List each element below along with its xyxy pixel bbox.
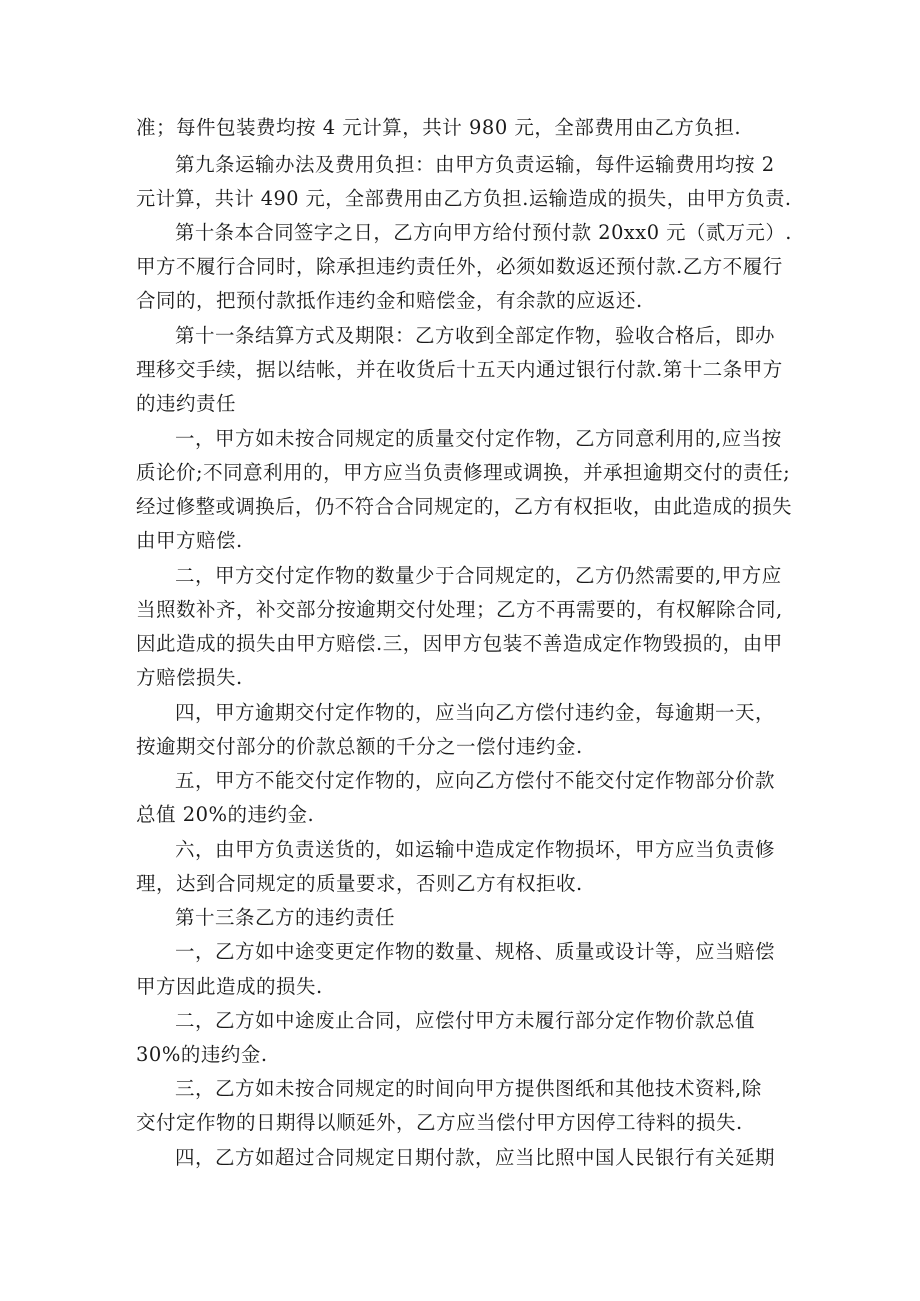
text-line: 经过修整或调换后，仍不符合合同规定的，乙方有权拒收，由此造成的损失 — [136, 495, 792, 518]
text-line: 质论价;不同意利用的，甲方应当负责修理或调换，并承担逾期交付的责任; — [136, 461, 791, 484]
text-line: 交付定作物的日期得以顺延外，乙方应当偿付甲方因停工待料的损失. — [136, 1111, 743, 1134]
text-line: 30%的违约金. — [136, 1043, 268, 1066]
text-line: 二，乙方如中途废止合同，应偿付甲方未履行部分定作物价款总值 — [175, 1009, 756, 1032]
text-line: 理，达到合同规定的质量要求，否则乙方有权拒收. — [136, 872, 583, 895]
section-heading: 第十三条乙方的违约责任 — [175, 906, 396, 929]
text-line: 方赔偿损失. — [136, 666, 243, 689]
text-line: 二，甲方交付定作物的数量少于合同规定的，乙方仍然需要的,甲方应 — [175, 564, 782, 587]
text-line: 按逾期交付部分的价款总额的千分之一偿付违约金. — [136, 735, 583, 758]
text-line: 合同的，把预付款抵作违约金和赔偿金，有余款的应返还. — [136, 289, 643, 312]
text-line: 一，乙方如中途变更定作物的数量、规格、质量或设计等，应当赔偿 — [175, 940, 776, 963]
text-line: 一，甲方如未按合同规定的质量交付定作物，乙方同意利用的,应当按 — [175, 427, 782, 450]
text-line: 第十一条结算方式及期限：乙方收到全部定作物，验收合格后，即办 — [175, 324, 776, 347]
text-line: 五，甲方不能交付定作物的，应向乙方偿付不能交付定作物部分价款 — [175, 769, 776, 792]
text-line: 由甲方赔偿. — [136, 529, 243, 552]
text-line: 理移交手续，据以结帐，并在收货后十五天内通过银行付款.第十二条甲方 — [136, 358, 783, 381]
text-line: 的违约责任 — [136, 392, 237, 415]
text-line: 第十条本合同签字之日，乙方向甲方给付预付款 20xx0 元（贰万元）. — [175, 221, 792, 244]
text-line: 第九条运输办法及费用负担：由甲方负责运输，每件运输费用均按 2 — [175, 153, 775, 176]
text-line: 甲方不履行合同时，除承担违约责任外，必须如数返还预付款.乙方不履行 — [136, 255, 783, 278]
text-line: 六，由甲方负责送货的，如运输中造成定作物损坏，甲方应当负责修 — [175, 838, 776, 861]
text-line: 因此造成的损失由甲方赔偿.三，因甲方包装不善造成定作物毁损的，由甲 — [136, 632, 783, 655]
text-line: 甲方因此造成的损失. — [136, 975, 323, 998]
text-line: 当照数补齐，补交部分按逾期交付处理；乙方不再需要的，有权解除合同, — [136, 598, 783, 621]
text-line: 四，甲方逾期交付定作物的，应当向乙方偿付违约金，每逾期一天， — [175, 701, 776, 724]
text-line: 三，乙方如未按合同规定的时间向甲方提供图纸和其他技术资料,除 — [175, 1077, 762, 1100]
text-line: 元计算，共计 490 元，全部费用由乙方负担.运输造成的损失，由甲方负责. — [136, 187, 792, 210]
text-line: 四，乙方如超过合同规定日期付款，应当比照中国人民银行有关延期 — [175, 1146, 776, 1169]
text-line: 准；每件包装费均按 4 元计算，共计 980 元，全部费用由乙方负担. — [136, 116, 742, 139]
text-line: 总值 20%的违约金. — [136, 803, 315, 826]
